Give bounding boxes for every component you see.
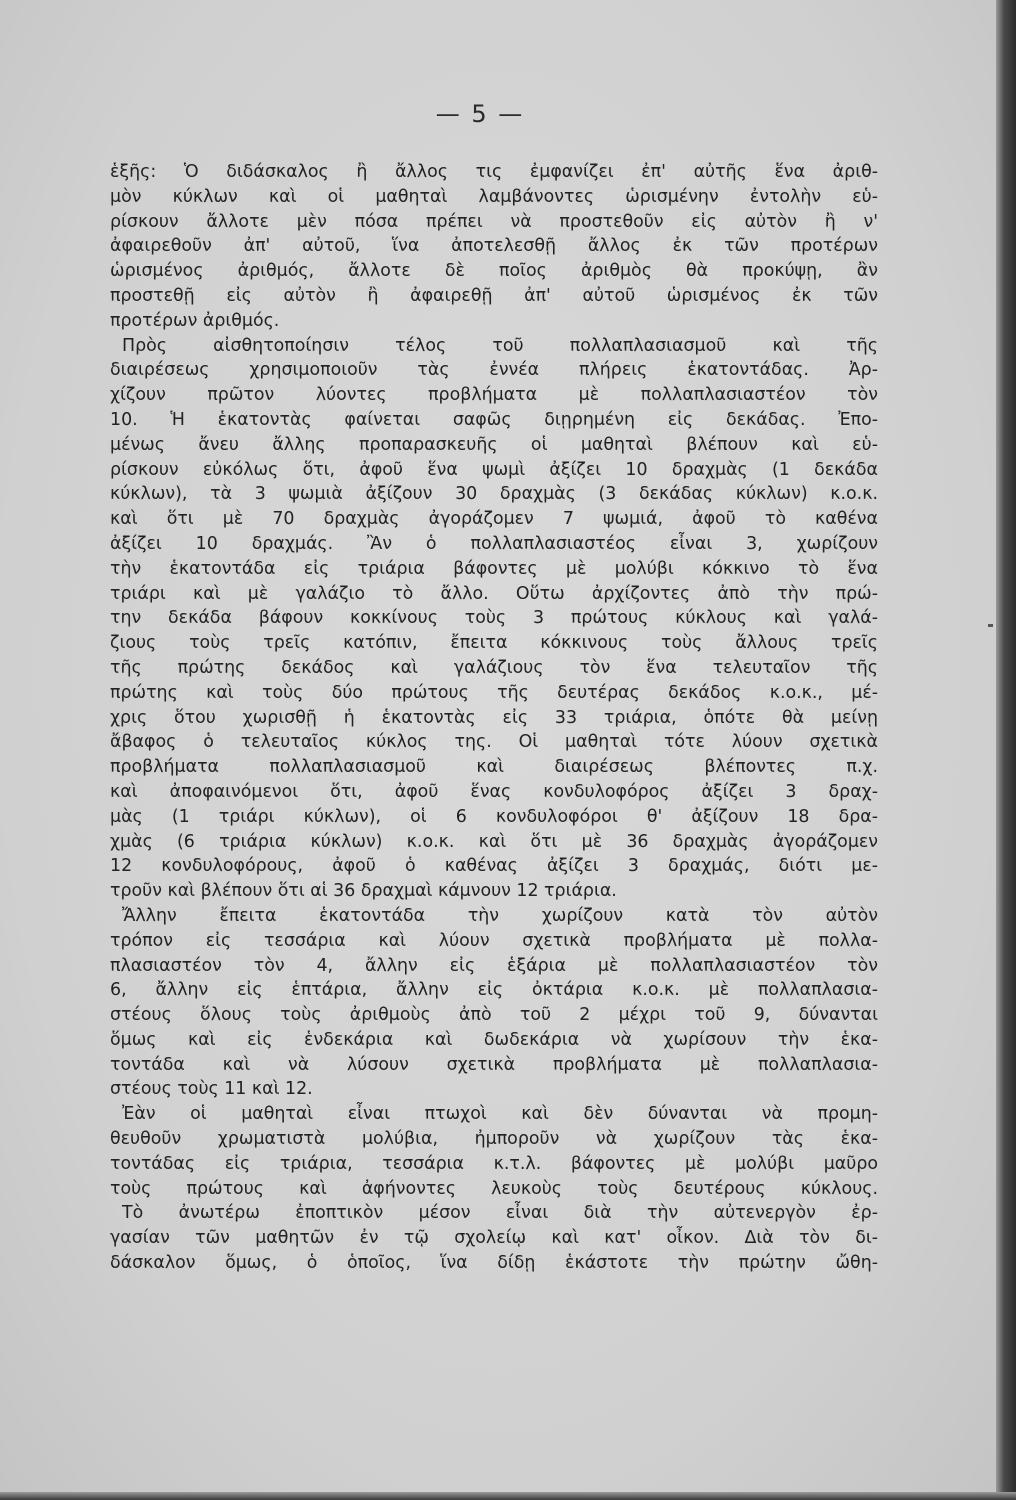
- text-line: πρώτης καὶ τοὺς δύο πρώτους τῆς δευτέρας δεκάδος κ.ο.κ., μέ-: [110, 682, 878, 703]
- text-line: 10. Ἡ ἑκατοντὰς φαίνεται σαφῶς διῃρημένη εἰς δεκάδας. Ἐπο-: [110, 409, 878, 430]
- text-line: γασίαν τῶν μαθητῶν ἐν τῷ σχολείῳ καὶ κατ' οἶκον. Διὰ τὸν δι-: [110, 1228, 878, 1249]
- text-line: τοντάδας εἰς τριάρια, τεσσάρια κ.τ.λ. βάφοντες μὲ μολύβι μαῦρο: [110, 1153, 878, 1174]
- text-line: χρις ὅτου χωρισθῇ ἡ ἑκατοντὰς εἰς 33 τριάρια, ὁπότε θὰ μείνῃ: [110, 707, 878, 728]
- text-line: μὸν κύκλων καὶ οἱ μαθηταὶ λαμβάνοντες ὡρισμένην ἐντολὴν εὑ-: [110, 186, 878, 207]
- margin-mark: [988, 624, 993, 627]
- body-text: [110, 160, 878, 1276]
- text-line: ρίσκουν εὐκόλως ὅτι, ἀφοῦ ἕνα ψωμὶ ἀξίζει 10 δραχμὰς (1 δεκάδα: [110, 459, 878, 480]
- text-line: χίζουν πρῶτον λύοντες προβλήματα μὲ πολλαπλασιαστέον τὸν: [110, 385, 878, 406]
- text-line: 12 κονδυλοφόρους, ἀφοῦ ὁ καθένας ἀξίζει 3 δραχμάς, διότι με-: [110, 856, 878, 877]
- text-line: χμὰς (6 τριάρια κύκλων) κ.ο.κ. καὶ ὅτι μὲ 36 δραχμὰς ἀγοράζομεν: [110, 831, 878, 852]
- text-line: τροῦν καὶ βλέπουν ὅτι αἱ 36 δραχμαὶ κάμνουν 12 τριάρια.: [110, 881, 617, 902]
- text-line: διαιρέσεως χρησιμοποιοῦν τὰς ἐννέα πλήρεις ἑκατοντάδας. Ἀρ-: [110, 360, 878, 381]
- text-line: την δεκάδα βάφουν κοκκίνους τοὺς 3 πρώτους κύκλους καὶ γαλά-: [110, 608, 878, 629]
- text-line: ζιους τοὺς τρεῖς κατόπιν, ἔπειτα κόκκινους τοὺς ἄλλους τρεῖς: [110, 633, 878, 654]
- text-line: στέους τοὺς 11 καὶ 12.: [110, 1079, 313, 1100]
- text-line: τοντάδα καὶ νὰ λύσουν σχετικὰ προβλήματα μὲ πολλαπλασια-: [110, 1054, 878, 1075]
- text-line: τοὺς πρώτους καὶ ἀφήνοντες λευκοὺς τοὺς δευτέρους κύκλους.: [110, 1178, 878, 1199]
- text-line: δάσκαλον ὅμως, ὁ ὁποῖος, ἵνα δίδῃ ἑκάστοτε τὴν πρώτην ὤθη-: [110, 1253, 878, 1274]
- page-number: — 5 —: [435, 100, 525, 128]
- text-line: μένως ἄνευ ἄλλης προπαρασκευῆς οἱ μαθηταὶ βλέπουν καὶ εὑ-: [110, 434, 878, 455]
- text-line: προτέρων ἀριθμός.: [110, 310, 280, 331]
- text-line: πλασιαστέον τὸν 4, ἄλλην εἰς ἑξάρια μὲ πολλαπλασιαστέον τὸν: [110, 955, 878, 976]
- text-line: ὅμως καὶ εἰς ἑνδεκάρια καὶ δωδεκάρια νὰ χωρίσουν τὴν ἑκα-: [110, 1029, 878, 1050]
- page-edge-shadow: [996, 0, 1016, 1500]
- text-line: μὰς (1 τριάρι κύκλων), οἱ 6 κονδυλοφόροι θ' ἀξίζουν 18 δρα-: [110, 806, 878, 827]
- text-line: στέους ὅλους τοὺς ἀριθμοὺς ἀπὸ τοῦ 2 μέχρι τοῦ 9, δύνανται: [110, 1005, 878, 1026]
- text-line: Ἐὰν οἱ μαθηταὶ εἶναι πτωχοὶ καὶ δὲν δύνανται νὰ προμη-: [122, 1104, 878, 1125]
- text-line: Ἄλλην ἔπειτα ἑκατοντάδα τὴν χωρίζουν κατὰ τὸν αὐτὸν: [122, 905, 878, 926]
- text-line: ἀξίζει 10 δραχμάς. Ἂν ὁ πολλαπλασιαστέος εἶναι 3, χωρίζουν: [110, 533, 878, 554]
- text-line: καὶ ἀποφαινόμενοι ὅτι, ἀφοῦ ἕνας κονδυλοφόρος ἀξίζει 3 δραχ-: [110, 781, 878, 802]
- text-line: Τὸ ἀνωτέρω ἐποπτικὸν μέσον εἶναι διὰ τὴν αὐτενεργὸν ἐρ-: [122, 1203, 878, 1224]
- text-line: ἄβαφος ὁ τελευταῖος κύκλος της. Οἱ μαθηταὶ τότε λύουν σχετικὰ: [110, 732, 878, 753]
- text-line: θευθοῦν χρωματιστὰ μολύβια, ἠμποροῦν νὰ χωρίζουν τὰς ἑκα-: [110, 1129, 878, 1150]
- text-line: προβλήματα πολλαπλασιασμοῦ καὶ διαιρέσεως βλέποντες π.χ.: [110, 757, 878, 778]
- text-line: ἀφαιρεθοῦν ἀπ' αὐτοῦ, ἵνα ἀποτελεσθῇ ἄλλος ἐκ τῶν προτέρων: [110, 236, 878, 257]
- text-line: προστεθῇ εἰς αὐτὸν ἢ ἀφαιρεθῇ ἀπ' αὐτοῦ ὡρισμένος ἐκ τῶν: [110, 285, 878, 306]
- text-line: ὡρισμένος ἀριθμός, ἄλλοτε δὲ ποῖος ἀριθμὸς θὰ προκύψῃ, ἂν: [110, 261, 878, 282]
- text-line: Πρὸς αἰσθητοποίησιν τέλος τοῦ πολλαπλασιασμοῦ καὶ τῆς: [122, 335, 878, 356]
- text-line: καὶ ὅτι μὲ 70 δραχμὰς ἀγοράζομεν 7 ψωμιά, ἀφοῦ τὸ καθένα: [110, 509, 878, 530]
- text-line: ρίσκουν ἄλλοτε μὲν πόσα πρέπει νὰ προστεθοῦν εἰς αὐτὸν ἢ ν': [110, 211, 878, 232]
- text-line: τὴν ἑκατοντάδα εἰς τριάρια βάφοντες μὲ μολύβι κόκκινο τὸ ἕνα: [110, 558, 878, 579]
- text-line: ἑξῆς: Ὁ διδάσκαλος ἢ ἄλλος τις ἐμφανίζει ἐπ' αὐτῆς ἕνα ἀριθ-: [110, 162, 878, 182]
- text-line: κύκλων), τὰ 3 ψωμιὰ ἀξίζουν 30 δραχμὰς (3 δεκάδας κύκλων) κ.ο.κ.: [110, 484, 878, 505]
- text-line: 6, ἄλλην εἰς ἑπτάρια, ἄλλην εἰς ὀκτάρια κ.ο.κ. μὲ πολλαπλασια-: [110, 980, 878, 1001]
- text-line: τριάρι καὶ μὲ γαλάζιο τὸ ἄλλο. Οὕτω ἀρχίζοντες ἀπὸ τὴν πρώ-: [110, 583, 878, 604]
- text-line: τῆς πρώτης δεκάδος καὶ γαλάζιους τὸν ἕνα τελευταῖον τῆς: [110, 657, 878, 678]
- page-bottom-shadow: [0, 1492, 1016, 1500]
- text-line: τρόπον εἰς τεσσάρια καὶ λύουν σχετικὰ προβλήματα μὲ πολλα-: [110, 930, 878, 951]
